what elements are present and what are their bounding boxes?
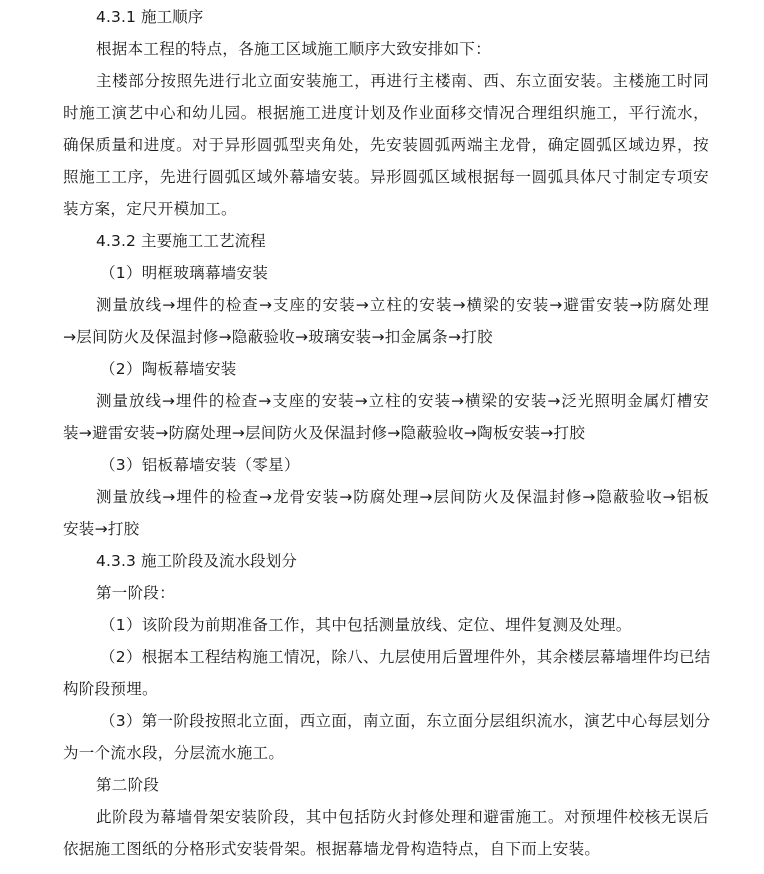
stage-2-title: 第二阶段 xyxy=(96,776,160,794)
heading-4-3-2: 4.3.2 主要施工工艺流程 xyxy=(96,232,266,250)
item-1-line-1: 测量放线→埋件的检查→支座的安装→立柱的安装→横梁的安装→避雷安装→防腐处理 xyxy=(96,296,709,314)
para-431-line-4: 照施工工序，先进行圆弧区域外幕墙安装。异形圆弧区域根据每一圆弧具体尺寸制定专项安 xyxy=(63,168,709,186)
item-3-line-2: 安装→打胶 xyxy=(63,520,140,538)
stage-2-line-2: 依据施工图纸的分格形式安装骨架。根据幕墙龙骨构造特点，自下而上安装。 xyxy=(63,840,601,858)
stage-1-title: 第一阶段： xyxy=(96,584,176,602)
item-1-line-2: →层间防火及保温封修→隐蔽验收→玻璃安装→扣金属条→打胶 xyxy=(63,328,493,346)
stage-1-item-2-line-2: 构阶段预埋。 xyxy=(63,680,158,698)
item-2-title: （2）陶板幕墙安装 xyxy=(100,360,237,378)
intro-line: 根据本工程的特点，各施工区域施工顺序大致安排如下： xyxy=(96,40,492,58)
para-431-line-3: 确保质量和进度。对于异形圆弧型夹角处，先安装圆弧两端主龙骨，确定圆弧区域边界，按 xyxy=(63,136,709,154)
stage-2-line-1: 此阶段为幕墙骨架安装阶段，其中包括防火封修处理和避雷施工。对预埋件校核无误后 xyxy=(96,808,709,826)
stage-1-item-3-line-2: 为一个流水段，分层流水施工。 xyxy=(63,744,285,762)
stage-1-item-1: （1）该阶段为前期准备工作，其中包括测量放线、定位、埋件复测及处理。 xyxy=(100,616,632,634)
item-2-line-1: 测量放线→埋件的检查→支座的安装→立柱的安装→横梁的安装→泛光照明金属灯槽安 xyxy=(96,392,709,410)
para-431-line-5: 装方案，定尺开模加工。 xyxy=(63,200,237,218)
stage-1-item-2-line-1: （2）根据本工程结构施工情况，除八、九层使用后置埋件外，其余楼层幕墙埋件均已结 xyxy=(100,648,711,666)
heading-4-3-1: 4.3.1 施工顺序 xyxy=(96,8,204,26)
stage-1-item-3-line-1: （3）第一阶段按照北立面，西立面，南立面，东立面分层组织流水，演艺中心每层划分 xyxy=(100,712,711,730)
item-1-title: （1）明框玻璃幕墙安装 xyxy=(100,264,269,282)
item-2-line-2: 装→避雷安装→防腐处理→层间防火及保温封修→隐蔽验收→陶板安装→打胶 xyxy=(63,424,586,442)
para-431-line-2: 时施工演艺中心和幼儿园。根据施工进度计划及作业面移交情况合理组织施工，平行流水， xyxy=(63,104,709,122)
para-431-line-1: 主楼部分按照先进行北立面安装施工，再进行主楼南、西、东立面安装。主楼施工时同 xyxy=(96,72,709,90)
heading-4-3-3: 4.3.3 施工阶段及流水段划分 xyxy=(96,552,297,570)
item-3-line-1: 测量放线→埋件的检查→龙骨安装→防腐处理→层间防火及保温封修→隐蔽验收→铝板 xyxy=(96,488,709,506)
item-3-title: （3）铝板幕墙安装（零星） xyxy=(100,456,300,474)
